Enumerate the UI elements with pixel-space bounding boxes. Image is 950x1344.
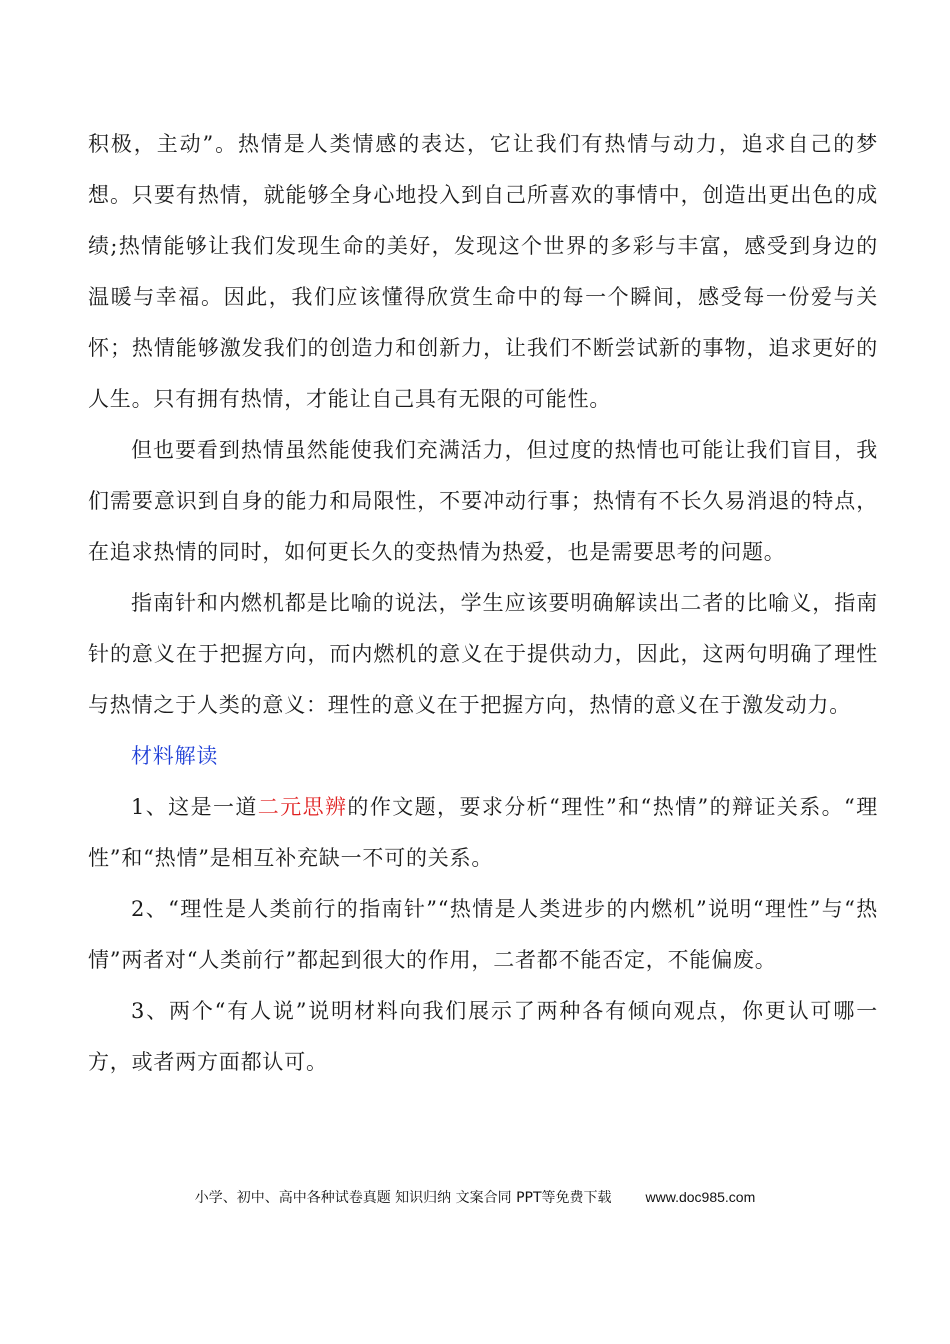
- footer-text: 小学、初中、高中各种试卷真题 知识归纳 文案合同 PPT等免费下载: [194, 1190, 612, 1206]
- footer-url-link[interactable]: www.doc985.com: [645, 1189, 756, 1205]
- paragraph-passion-limits: 但也要看到热情虽然能使我们充满活力，但过度的热情也可能让我们盲目，我们需要意识到自身的能力和局限性，不要冲动行事；热情有不长久易消退的特点，在追求热情的同时，如何更长久的变热情为热爱，也是需要思考的问题。: [88, 438, 878, 564]
- paragraph-metaphor-explanation: 指南针和内燃机都是比喻的说法，学生应该要明确解读出二者的比喻义，指南针的意义在于把握方向，而内燃机的意义在于提供动力，因此，这两句明确了理性与热情之于人类的意义：理性的意义在于把握方向，热情的意义在于激发动力。: [88, 591, 878, 717]
- analysis-item-1: [88, 782, 878, 884]
- section-heading: 材料解读: [131, 744, 219, 768]
- analysis-item-1-suffix: 的作文题，要求分析“理性”和“热情”的辩证关系。“理性”和“热情”是相互补充缺一不可的关系。: [88, 795, 878, 870]
- analysis-item-1-prefix: 1、这是一道: [131, 795, 258, 819]
- paragraph-passion-meaning: 积极，主动”。热情是人类情感的表达，它让我们有热情与动力，追求自己的梦想。只要有热情，就能够全身心地投入到自己所喜欢的事情中，创造出更出色的成绩;热情能够让我们发现生命的美好，发现这个世界的多彩与丰富，感受到身边的温暖与幸福。因此，我们应该懂得欣赏生命中的每一个瞬间，感受每一份爱与关怀；热情能够激发我们的创造力和创新力，让我们不断尝试新的事物，追求更好的人生。只有拥有热情，才能让自己具有无限的可能性。: [88, 132, 878, 411]
- document-body: [88, 119, 878, 1088]
- analysis-item-3: 3、两个“有人说”说明材料向我们展示了两种各有倾向观点，你更认可哪一方，或者两方面都认可。: [88, 999, 878, 1074]
- analysis-item-2: 2、“理性是人类前行的指南针”“热情是人类进步的内燃机”说明“理性”与“热情”两者对“人类前行”都起到很大的作用，二者都不能否定，不能偏废。: [88, 897, 878, 972]
- page-footer: [0, 1186, 950, 1209]
- highlighted-term: 二元思辨: [257, 795, 348, 819]
